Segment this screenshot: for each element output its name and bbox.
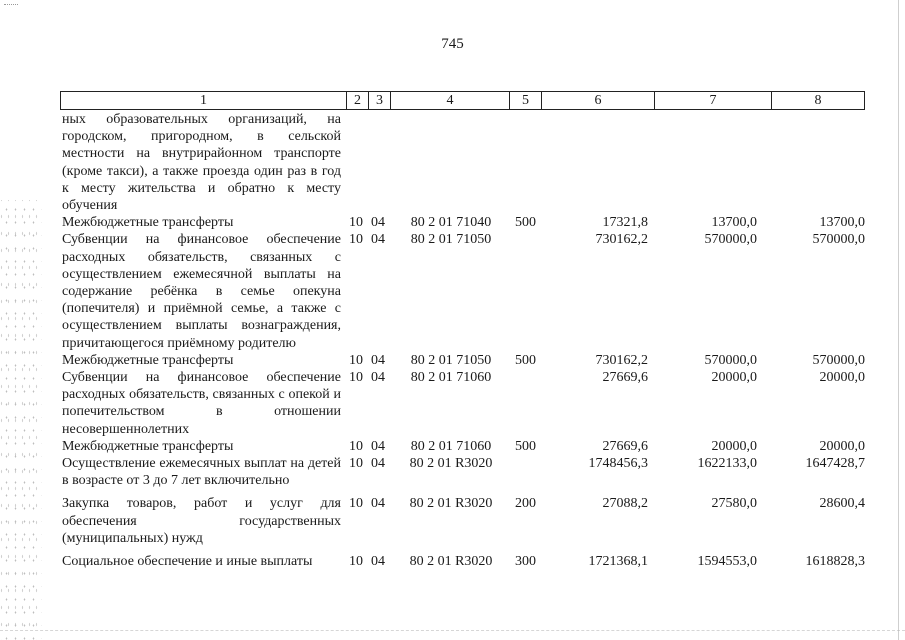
table-row <box>0 111 905 214</box>
header-col-8: 8 <box>772 92 865 110</box>
row-value-1: 1721368,1 <box>588 554 648 570</box>
row-name: Межбюджетные трансферты <box>62 352 234 368</box>
row-value-1: 27088,2 <box>602 496 648 512</box>
header-col-2: 2 <box>347 92 369 110</box>
row-section: 10 <box>349 456 363 472</box>
row-subsection: 04 <box>371 554 385 570</box>
row-value-3: 1647428,7 <box>805 456 865 472</box>
row-value-3: 13700,0 <box>819 215 865 231</box>
table-row <box>0 553 905 570</box>
row-section: 10 <box>349 352 363 368</box>
row-target-code: 80 2 01 R3020 <box>409 456 493 472</box>
table-row <box>0 438 905 455</box>
row-subsection: 04 <box>371 215 385 231</box>
row-value-2: 13700,0 <box>711 215 757 231</box>
row-value-2: 20000,0 <box>711 438 757 454</box>
table-row <box>0 495 905 547</box>
row-target-code: 80 2 01 R3020 <box>409 496 493 512</box>
row-value-1: 730162,2 <box>595 232 648 248</box>
row-section: 10 <box>349 554 363 570</box>
row-name: Субвенции на финансовое обеспечение расходных обязательств, связанных с осуществлением ежемесячной выплаты на содержание ребёнка в семье опекуна (попечителя) и приёмной семье, а также с осуществлением выплаты вознаграждения, причитающегося приёмному родителю <box>62 232 341 351</box>
row-section: 10 <box>349 438 363 454</box>
row-section: 10 <box>349 232 363 248</box>
scan-artifact-bottom <box>0 630 905 637</box>
table-row <box>0 455 905 489</box>
row-expense-type: 300 <box>515 554 536 570</box>
row-subsection: 04 <box>371 438 385 454</box>
table-row <box>0 369 905 438</box>
row-expense-type: 500 <box>515 438 536 454</box>
row-subsection: 04 <box>371 352 385 368</box>
table-row <box>0 214 905 231</box>
row-target-code: 80 2 01 71040 <box>410 215 492 231</box>
row-value-2: 1622133,0 <box>697 456 757 472</box>
row-value-3: 1618828,3 <box>805 554 865 570</box>
row-value-1: 17321,8 <box>602 215 648 231</box>
row-name: Субвенции на финансовое обеспечение расходных обязательств, связанных с опекой и попечительством в отношении несовершеннолетних <box>62 370 341 437</box>
row-section: 10 <box>349 496 363 512</box>
table-row <box>0 352 905 369</box>
row-expense-type: 200 <box>515 496 536 512</box>
row-subsection: 04 <box>371 496 385 512</box>
row-name: Социальное обеспечение и иные выплаты <box>62 554 313 570</box>
header-col-5: 5 <box>510 92 542 110</box>
row-section: 10 <box>349 215 363 231</box>
row-expense-type: 500 <box>515 352 536 368</box>
table-row <box>0 231 905 351</box>
row-value-1: 730162,2 <box>595 352 648 368</box>
row-value-1: 27669,6 <box>602 370 648 386</box>
row-target-code: 80 2 01 71060 <box>410 370 492 386</box>
row-target-code: 80 2 01 71050 <box>410 232 492 248</box>
row-section: 10 <box>349 370 363 386</box>
row-subsection: 04 <box>371 370 385 386</box>
header-col-1: 1 <box>61 92 347 110</box>
row-target-code: 80 2 01 71050 <box>410 352 492 368</box>
row-subsection: 04 <box>371 232 385 248</box>
header-col-4: 4 <box>391 92 510 110</box>
row-value-3: 570000,0 <box>812 232 865 248</box>
row-name: Осуществление ежемесячных выплат на детей в возрасте от 3 до 7 лет включительно <box>62 456 341 489</box>
scan-artifact-corner <box>4 4 18 15</box>
row-value-2: 27580,0 <box>711 496 757 512</box>
row-name: Межбюджетные трансферты <box>62 215 234 231</box>
budget-table-body <box>0 111 905 570</box>
header-col-7: 7 <box>655 92 772 110</box>
row-name: ных образовательных организаций, на городском, пригородном, в сельской местности на внутрирайонном транспорте (кроме такси), а также проезда один раз в год к месту жительства и обратно к месту обучения <box>62 112 341 214</box>
row-value-3: 20000,0 <box>819 438 865 454</box>
row-value-2: 1594553,0 <box>697 554 757 570</box>
row-target-code: 80 2 01 R3020 <box>409 554 493 570</box>
row-value-3: 20000,0 <box>819 370 865 386</box>
row-name: Закупка товаров, работ и услуг для обеспечения государственных (муниципальных) нужд <box>62 496 341 546</box>
page-number: 745 <box>441 36 464 52</box>
column-header-row <box>60 91 865 110</box>
header-col-6: 6 <box>542 92 655 110</box>
row-value-1: 27669,6 <box>602 438 648 454</box>
row-value-2: 570000,0 <box>704 352 757 368</box>
row-target-code: 80 2 01 71060 <box>410 438 492 454</box>
row-value-2: 570000,0 <box>704 232 757 248</box>
row-value-3: 28600,4 <box>819 496 865 512</box>
row-subsection: 04 <box>371 456 385 472</box>
row-value-3: 570000,0 <box>812 352 865 368</box>
row-value-1: 1748456,3 <box>588 456 648 472</box>
row-expense-type: 500 <box>515 215 536 231</box>
header-col-3: 3 <box>369 92 391 110</box>
row-name: Межбюджетные трансферты <box>62 438 234 454</box>
row-value-2: 20000,0 <box>711 370 757 386</box>
